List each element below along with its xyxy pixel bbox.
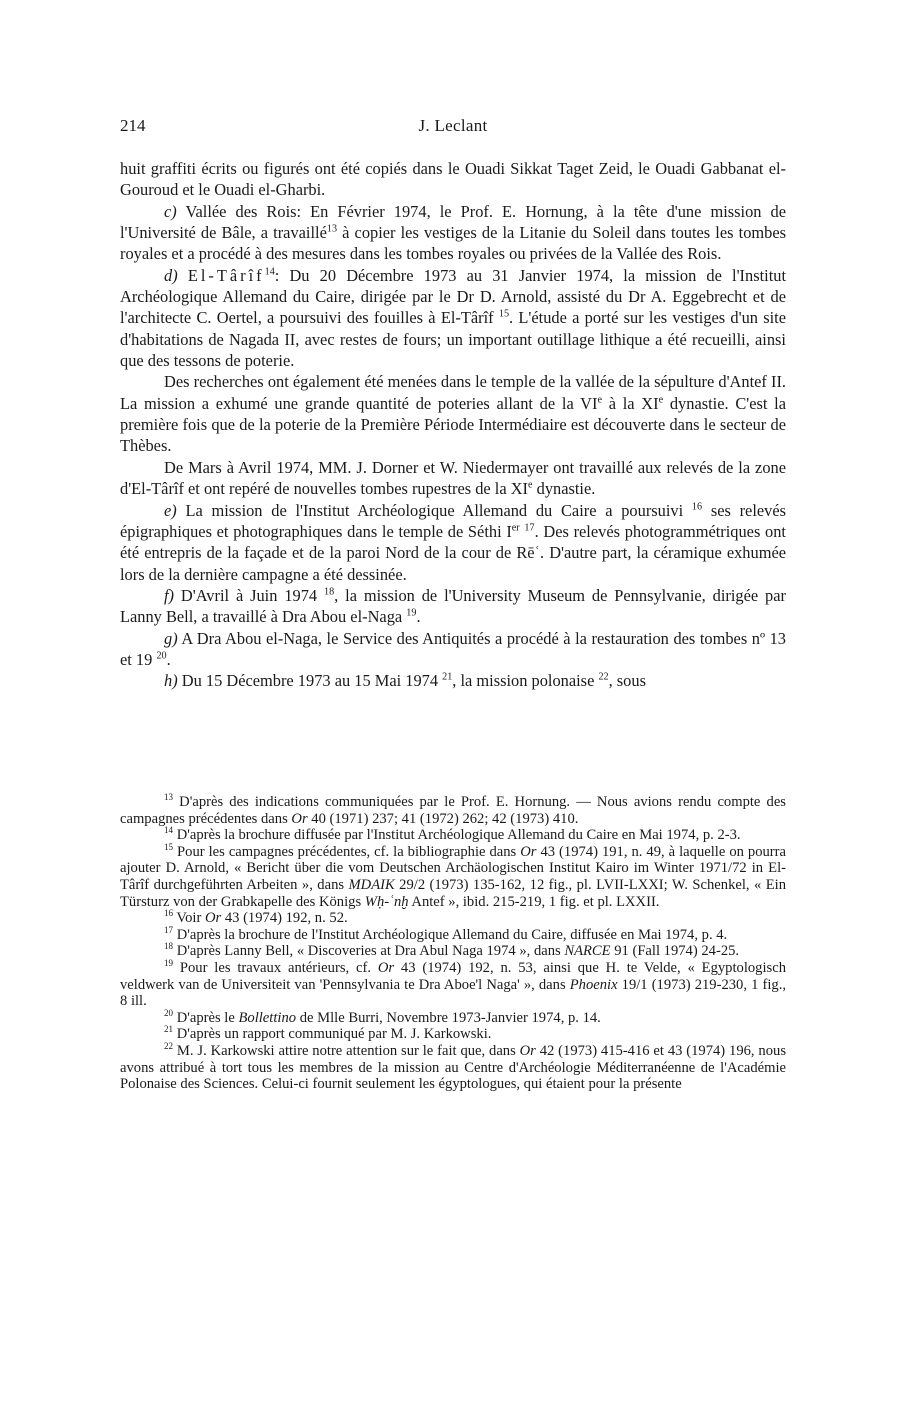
paragraph-e: e) La mission de l'Institut Archéologique Allemand du Caire a poursuivi $^{16}$ ses relevés épigraphiques et photographiques dans le temple de Séthi Ier $^{17}$. Des relevés photogrammétriques ont été entrepris de la façade et de la paroi Nord de la cour de Rēʿ. D'autre part, la céramique exhumée lors de la dernière campagne a été dessinée. xyxy=(120,500,787,584)
place-name: El-Târîf xyxy=(187,265,265,285)
footnote-13: $^{13}$ D'après des indications communiquées par le Prof. E. Hornung. — Nous avions rendu compte des campagnes précédentes dans Or 40 (1971) 237; 41 (1972) 262; 42 (1973) 410. xyxy=(120,792,786,827)
footnote-14: $^{14}$ D'après la brochure diffusée par l'Institut Archéologique Allemand du Caire en Mai 1974, p. 2-3. xyxy=(164,825,741,844)
paragraph-d: d) El-Târîf$^{14}$: Du 20 Décembre 1973 au 31 Janvier 1974, la mission de l'Institut Archéologique Allemand du Caire, dirigée par le Dr D. Arnold, assisté du Dr A. Eggebrecht et de l'architecte C. Oertel, a poursuivi des fouilles à El-Târîf $^{15}$. L'étude a porté sur les vestiges d'un site d'habitations de Nagada II, avec restes de fours; un important outillage lithique a été recueilli, ainsi que des tessons de poterie. xyxy=(120,265,786,371)
footnote-ref: 20 xyxy=(156,650,167,662)
footnote-22: $^{22}$ M. J. Karkowski attire notre attention sur le fait que, dans Or 42 (1973) 415-416 et 43 (1974) 196, nous avons attribué à tort tous les membres de la mission au Centre d'Archéologie Méditerranéenne de l'Académie Polonaise des Sciences. Celui-ci fournit seulement les égyptologues, qui étaient pour la présente xyxy=(120,1041,786,1093)
item-label: g) xyxy=(164,628,178,648)
item-label: d) xyxy=(164,265,178,285)
footnote-19: $^{19}$ Pour les travaux antérieurs, cf. Or 43 (1974) 192, n. 53, ainsi que H. te Velde, « Egyptologisch veldwerk van de Universiteit van 'Pennsylvania te Dra Aboe'l Naga' », dans Phoenix 19/1 (1973) 219-230, 1 fig., 8 ill. xyxy=(120,958,786,1010)
footnote-ref: 19 xyxy=(406,607,417,619)
paragraph-c: c) Vallée des Rois: En Février 1974, le Prof. E. Hornung, à la tête d'une mission de l'Université de Bâle, a travaillé$^{13}$ à copier les vestiges de la Litanie du Soleil dans toutes les tombes royales et a procédé à des mesures dans les tombes royales ou privées de la Vallée des Rois. xyxy=(120,201,786,264)
footnote-16: $^{16}$ Voir Or 43 (1974) 192, n. 52. xyxy=(164,908,348,927)
paragraph-g: g) A Dra Abou el-Naga, le Service des Antiquités a procédé à la restauration des tombes nº 13 et 19 $^{20}$. xyxy=(120,628,786,669)
footnote-15: $^{15}$ Pour les campagnes précédentes, cf. la bibliographie dans Or 43 (1974) 191, n. 49, à laquelle on pourra ajouter D. Arnold, « Bericht über die vom Deutschen Archäologischen Institut Kairo im Winter 1971/72 in El-Târîf durchgeführten Arbeiten », dans MDAIK 29/2 (1973) 135-162, 12 fig., pl. LVII-LXXI; W. Schenkel, « Ein Türsturz von der Grabkapelle des Königs Wḥ-ʿnḫ Antef », ibid. 215-219, 1 fig. et pl. LXXII. xyxy=(120,841,786,910)
footnote-17: $^{17}$ D'après la brochure de l'Institut Archéologique Allemand du Caire, diffusée en Mai 1974, p. 4. xyxy=(164,924,728,943)
footnotes xyxy=(120,794,786,1093)
item-label: h) xyxy=(164,671,178,691)
item-label: f) xyxy=(164,585,175,605)
item-label: c) xyxy=(164,201,177,221)
paragraph-continuation: huit graffiti écrits ou figurés ont été copiés dans le Ouadi Sikkat Taget Zeid, le Ouadi Gabbanat el-Gouroud et le Ouadi el-Gharbi. xyxy=(120,159,786,200)
footnote-ref: 17 xyxy=(524,522,535,534)
footnote-ref: 21 xyxy=(442,671,453,683)
paragraph-antef: Des recherches ont également été menées dans le temple de la vallée de la sépulture d'Antef II. La mission a exhumé une grande quantité de poteries allant de la VIe à la XIe dynastie. C'est la première fois que de la poterie de la Première Période Intermédiaire est découverte dans le secteur de Thèbes. xyxy=(120,372,786,456)
footnote-20: $^{20}$ D'après le Bollettino de Mlle Burri, Novembre 1973-Janvier 1974, p. 14. xyxy=(164,1007,601,1026)
main-text xyxy=(120,158,786,692)
page-number: 214 xyxy=(120,116,146,135)
footnote-ref: 18 xyxy=(324,586,335,598)
footnote-ref: 16 xyxy=(691,501,703,513)
footnote-21: $^{21}$ D'après un rapport communiqué par M. J. Karkowski. xyxy=(164,1024,492,1043)
footnote-ref: 15 xyxy=(498,308,510,320)
paragraph-h: h) Du 15 Décembre 1973 au 15 Mai 1974 $^{21}$, la mission polonaise $^{22}$, sous xyxy=(164,671,646,691)
item-label: e) xyxy=(164,500,177,520)
footnote-ref: 22 xyxy=(598,671,609,683)
running-head: J. Leclant xyxy=(418,116,488,135)
footnote-ref: 13 xyxy=(326,223,338,235)
footnote-18: $^{18}$ D'après Lanny Bell, « Discoveries at Dra Abul Naga 1974 », dans NARCE 91 (Fall 1974) 24-25. xyxy=(164,941,740,960)
paragraph-dorner: De Mars à Avril 1974, MM. J. Dorner et W. Niedermayer ont travaillé aux relevés de la zone d'El-Târîf et ont repéré de nouvelles tombes rupestres de la XIe dynastie. xyxy=(120,457,786,499)
paragraph-f: f) D'Avril à Juin 1974 $^{18}$, la mission de l'University Museum de Pennsylvanie, dirigée par Lanny Bell, a travaillé à Dra Abou el-Naga $^{19}$. xyxy=(120,585,786,627)
footnote-ref: 14 xyxy=(264,266,275,278)
